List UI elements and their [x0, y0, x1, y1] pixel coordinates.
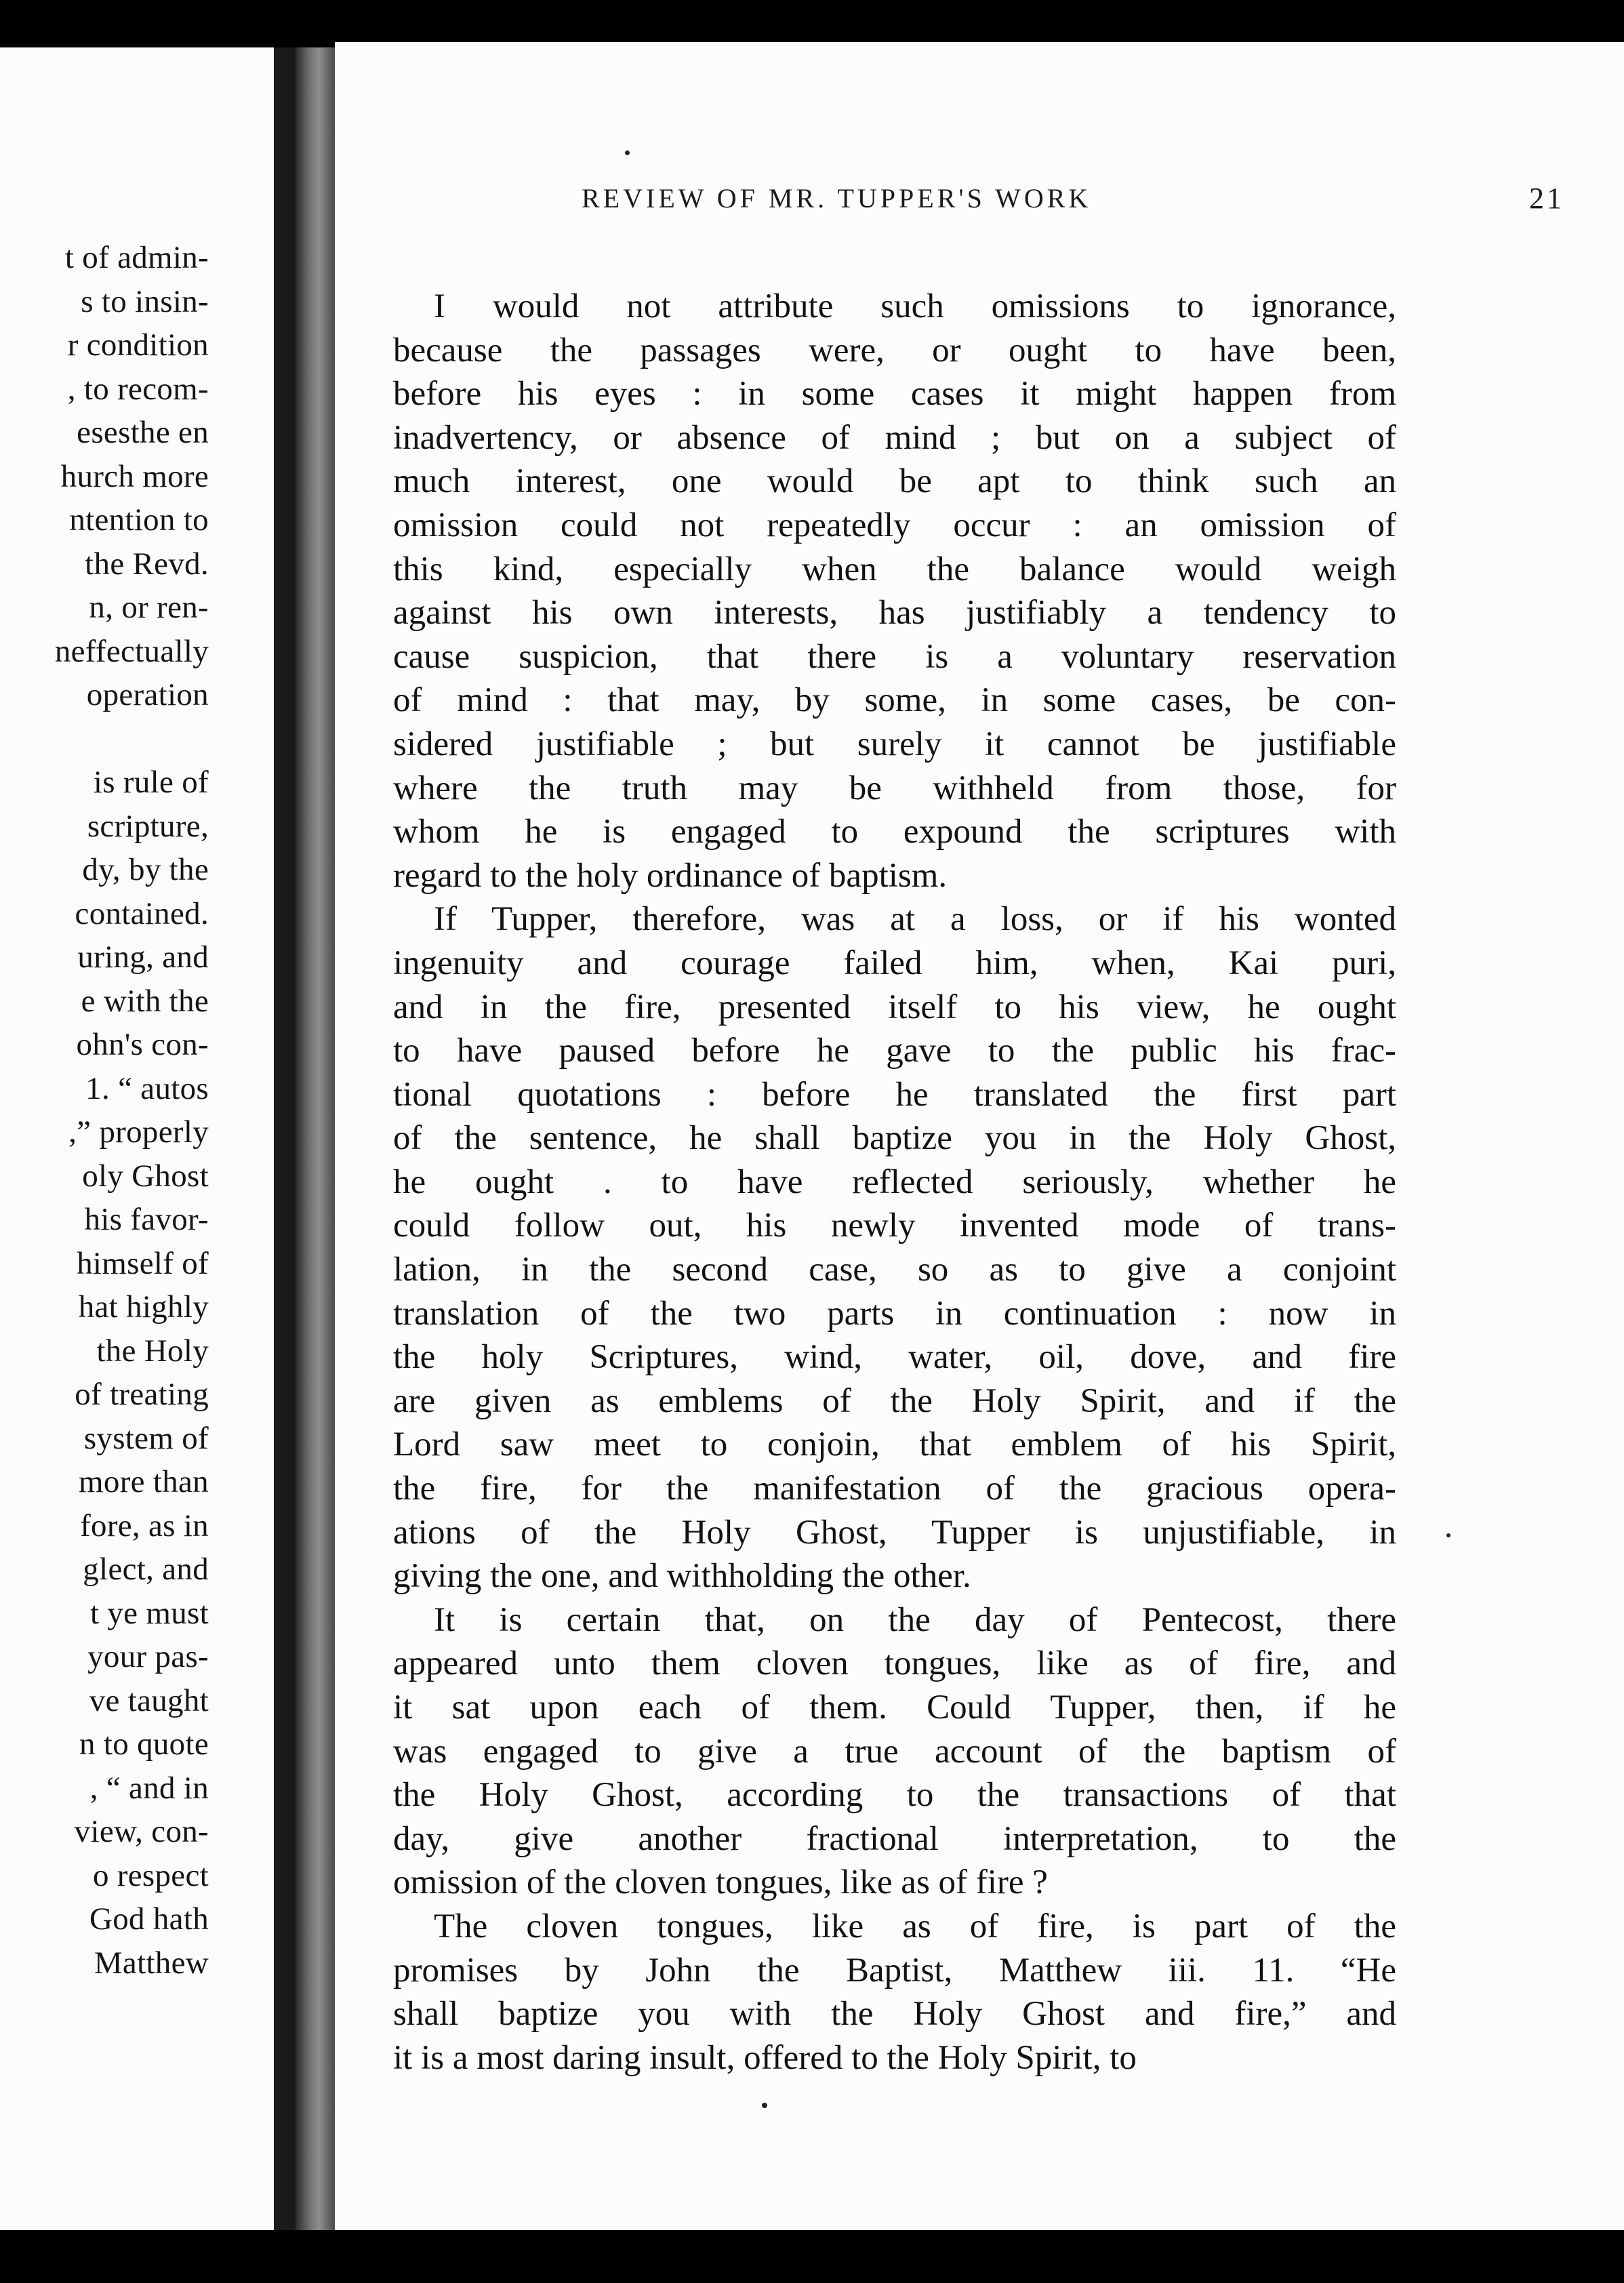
page-number: 21 — [1529, 182, 1564, 215]
text-line: If Tupper, therefore, was at a loss, or if his wonted — [434, 900, 1396, 939]
facing-page-line: operation — [86, 677, 209, 712]
text-line: regard to the holy ordinance of baptism. — [393, 856, 948, 895]
text-line: this kind, especially when the balance would weigh — [393, 550, 1396, 588]
text-line: omission could not repeatedly occur : an omission of — [393, 506, 1396, 544]
facing-page-line: n to quote — [79, 1726, 209, 1762]
ink-speck — [625, 150, 630, 155]
facing-page-line: , to recom- — [67, 371, 209, 407]
facing-page-line: , “ and in — [89, 1770, 209, 1806]
facing-page-line: system of — [83, 1420, 209, 1456]
text-line: cause suspicion, that there is a voluntary reservation — [393, 637, 1396, 676]
text-line: and in the fire, presented itself to his view, he ought — [393, 988, 1396, 1026]
facing-page-line: glect, and — [83, 1552, 209, 1587]
facing-page-line: t of admin- — [64, 240, 209, 275]
facing-page-line: hurch more — [60, 458, 209, 494]
facing-page-line: himself of — [77, 1245, 209, 1281]
ink-speck — [1446, 1533, 1450, 1537]
facing-page-line: uring, and — [77, 940, 209, 975]
facing-page-line: fore, as in — [80, 1508, 209, 1543]
text-line: The cloven tongues, like as of fire, is part of the — [434, 1907, 1396, 1945]
text-line: of the sentence, he shall baptize you in the Holy Ghost, — [393, 1119, 1396, 1158]
book-gutter — [274, 47, 297, 2237]
facing-page-line: is rule of — [93, 765, 209, 800]
facing-page-line: ve taught — [89, 1682, 209, 1718]
gutter-shadow — [296, 47, 335, 2236]
text-line: promises by John the Baptist, Matthew iii. 11. “He — [393, 1951, 1396, 1989]
facing-page-line: the Revd. — [85, 546, 209, 582]
facing-page-text — [0, 236, 209, 1985]
facing-page-line: ntention to — [69, 502, 209, 538]
text-line: day, give another fractional interpretation, to the — [393, 1819, 1396, 1858]
facing-page-line: scripture, — [87, 808, 209, 844]
facing-page-line: dy, by the — [82, 852, 209, 887]
facing-page-line: ,” properly — [68, 1114, 209, 1150]
body-text — [393, 285, 1396, 2080]
facing-page-line: o respect — [92, 1857, 209, 1893]
text-line: giving the one, and withholding the other. — [393, 1557, 971, 1596]
text-line: where the truth may be withheld from those, for — [393, 769, 1396, 807]
ink-speck — [762, 2103, 767, 2108]
page-21 — [335, 42, 1624, 2238]
facing-page-line: his favor- — [84, 1202, 209, 1237]
text-line: was engaged to give a true account of the baptism of — [393, 1732, 1396, 1771]
facing-page-line — [0, 717, 209, 761]
facing-page-line: t ye must — [89, 1595, 209, 1631]
facing-page-line: contained. — [75, 895, 209, 931]
facing-page-line: of treating — [75, 1377, 209, 1412]
facing-page-line: more than — [79, 1464, 209, 1499]
text-line: shall baptize you with the Holy Ghost and fire,” and — [393, 1995, 1396, 2034]
text-line: are given as emblems of the Holy Spirit, and if the — [393, 1381, 1396, 1420]
text-line: the Holy Ghost, according to the transactions of that — [393, 1776, 1396, 1815]
facing-page-line: hat highly — [78, 1289, 209, 1325]
facing-page-line: God hath — [89, 1901, 209, 1937]
running-head — [582, 175, 1564, 222]
scan-bottom-border — [0, 2230, 1624, 2283]
text-line: much interest, one would be apt to think such an — [393, 462, 1396, 501]
text-line: the holy Scriptures, wind, water, oil, dove, and fire — [393, 1338, 1396, 1377]
text-line: it sat upon each of them. Could Tupper, then, if he — [393, 1689, 1396, 1726]
facing-page-line: ohn's con- — [76, 1027, 209, 1062]
facing-page-line: r condition — [67, 327, 209, 363]
text-line: translation of the two parts in continuation : now in — [393, 1294, 1396, 1333]
text-line: because the passages were, or ought to have been, — [393, 331, 1396, 369]
text-line: appeared unto them cloven tongues, like as of fire, and — [393, 1644, 1396, 1683]
facing-page-line: view, con- — [74, 1814, 209, 1849]
text-line: it is a most daring insult, offered to the Holy Spirit, to — [393, 2038, 1137, 2077]
text-line: whom he is engaged to expound the scriptures with — [393, 813, 1396, 851]
text-line: Lord saw meet to conjoin, that emblem of his Spirit, — [393, 1426, 1396, 1464]
text-line: I would not attribute such omissions to ignorance, — [434, 287, 1396, 325]
facing-page-line: oly Ghost — [82, 1158, 209, 1194]
text-line: ations of the Holy Ghost, Tupper is unjustifiable, in — [393, 1513, 1396, 1552]
text-line: he ought . to have reflected seriously, whether he — [393, 1163, 1396, 1201]
text-line: sidered justifiable ; but surely it cannot be justifiable — [393, 725, 1396, 763]
text-line: ingenuity and courage failed him, when, Kai puri, — [393, 944, 1396, 982]
facing-page-line: neffectually — [54, 633, 209, 669]
text-line: It is certain that, on the day of Pentecost, there — [434, 1600, 1396, 1639]
scan-top-border — [0, 0, 1624, 47]
facing-page-line: Matthew — [94, 1945, 209, 1981]
text-line: tional quotations : before he translated the first part — [393, 1075, 1396, 1114]
facing-page-line: e with the — [81, 983, 209, 1019]
text-line: against his own interests, has justifiably a tendency to — [393, 594, 1396, 632]
facing-page-line: esesthe en — [77, 415, 209, 450]
facing-page-line: 1. “ autos — [85, 1070, 209, 1106]
facing-page-line: s to insin- — [81, 283, 209, 319]
text-line: inadvertency, or absence of mind ; but on a subject of — [393, 418, 1396, 457]
facing-page-line: your pas- — [87, 1639, 209, 1674]
text-line: of mind : that may, by some, in some cases, be con- — [393, 681, 1396, 720]
text-line: before his eyes : in some cases it might happen from — [393, 375, 1396, 413]
facing-page-left — [0, 47, 297, 2230]
text-line: could follow out, his newly invented mode of trans- — [393, 1207, 1396, 1245]
text-line: omission of the cloven tongues, like as of fire ? — [393, 1863, 1048, 1902]
running-head-title: REVIEW OF MR. TUPPER'S WORK — [582, 183, 1092, 214]
text-line: to have paused before he gave to the public his frac- — [393, 1032, 1396, 1070]
text-line: the fire, for the manifestation of the gracious opera- — [393, 1470, 1396, 1508]
facing-page-line: n, or ren- — [89, 590, 209, 625]
text-line: lation, in the second case, so as to give a conjoint — [393, 1251, 1396, 1289]
facing-page-line: the Holy — [96, 1333, 209, 1369]
